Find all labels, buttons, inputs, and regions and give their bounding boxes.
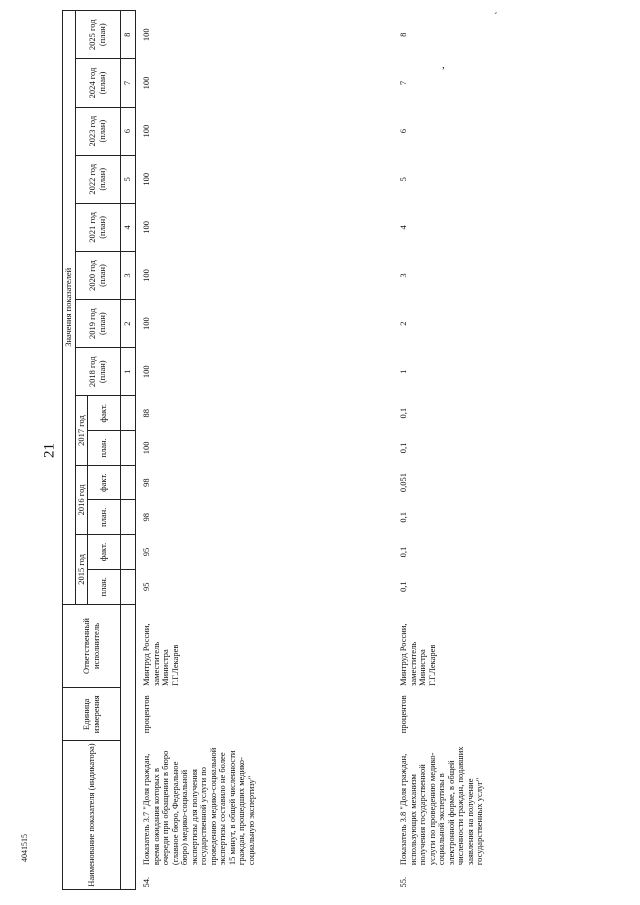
header-indicator-name: Наименование показателя (индикатора): [63, 741, 121, 890]
value-cell: 2: [398, 321, 409, 326]
value-cell: 100: [141, 28, 152, 42]
value-cell: 1: [398, 369, 409, 374]
table-row: [136, 11, 394, 890]
column-index: 6: [121, 107, 136, 155]
value-cell: 8: [398, 32, 409, 37]
value-cell: 88: [141, 408, 152, 418]
column-index: 5: [121, 155, 136, 203]
header-plan-year: 2022 год (план): [75, 155, 121, 203]
responsible-cell: Минтруд России, заместитель Министра Г.Г.Лекарев: [141, 623, 180, 686]
header-plan-year: 2020 год (план): [75, 251, 121, 299]
value-cell: 98: [141, 478, 152, 487]
value-cell: 100: [141, 172, 152, 186]
value-cell: 0,1: [398, 511, 409, 523]
value-cell: 95: [141, 547, 152, 557]
scan-mark: ˊ: [494, 11, 498, 23]
header-plan-year: 2025 год (план): [75, 11, 121, 59]
header-plan-year: 2021 год (план): [75, 203, 121, 251]
row-number: 54.: [141, 876, 152, 888]
value-cell: 6: [398, 129, 409, 134]
unit-cell: процентов: [398, 695, 409, 734]
table-row: [393, 11, 640, 890]
rotated-table-area: [62, 10, 618, 890]
header-fact: факт.: [88, 396, 121, 431]
header-plan: план.: [88, 500, 121, 535]
value-cell: 100: [141, 317, 152, 331]
scan-mark: ,: [442, 59, 445, 71]
header-plan-year: 2019 год (план): [75, 300, 121, 348]
value-cell: 98: [141, 513, 152, 522]
value-cell: 100: [141, 76, 152, 90]
header-plan: план.: [88, 569, 121, 604]
column-index: 8: [121, 11, 136, 59]
header-year-2015: 2015 год: [75, 535, 88, 604]
value-cell: 100: [141, 269, 152, 282]
value-cell: 3: [398, 273, 409, 278]
column-index: 3: [121, 251, 136, 299]
value-cell: 7: [398, 80, 409, 86]
value-cell: 0,051: [398, 473, 409, 493]
header-plan-year: 2018 год (план): [75, 348, 121, 396]
document-code: 4041515: [20, 834, 29, 862]
header-year-2017: 2017 год: [75, 396, 88, 465]
value-cell: 95: [141, 582, 152, 591]
value-cell: 0,1: [398, 442, 409, 454]
column-index: 2: [121, 300, 136, 348]
header-plan: план.: [88, 431, 121, 466]
column-index-row: [121, 11, 136, 890]
indicator-name: Показатель 3.7 "Доля граждан, время ожидания которых в очереди при обращении в бюро (главное бюро, Федеральное бюро) медико-социальной экспертизы для получения государственной услуги по проведению медико-социальной экспертизы составило не более 15 минут, в общей численности граждан, прошедших медико-социальную экспертизу": [141, 747, 256, 866]
value-cell: 100: [141, 124, 152, 138]
column-index: 4: [121, 203, 136, 251]
value-cell: 0,1: [398, 546, 409, 558]
value-cell: 5: [398, 177, 409, 182]
header-unit: Единица измерения: [63, 688, 121, 741]
column-index: 7: [121, 59, 136, 107]
responsible-cell: Минтруд России, заместитель Министра Г.Г.Лекарев: [398, 623, 437, 686]
header-responsible: Ответственный исполнитель: [63, 604, 121, 688]
header-plan-year: 2024 год (план): [75, 59, 121, 107]
value-cell: 100: [141, 221, 152, 234]
value-cell: 0,1: [398, 407, 409, 419]
indicator-name: Показатель 3.8 "Доля граждан, использующих механизм получения государственной услуги по проведению медико-социальной экспертизы в электронной форме, в общей численности граждан, подавших заявления на получение государственных услуг": [398, 746, 485, 866]
header-values-group: Значения показателей: [63, 11, 76, 605]
header-plan-year: 2023 год (план): [75, 107, 121, 155]
value-cell: 4: [398, 225, 409, 230]
header-year-2016: 2016 год: [75, 465, 88, 534]
value-cell: 100: [141, 441, 152, 455]
column-index: 1: [121, 348, 136, 396]
unit-cell: процентов: [141, 695, 152, 734]
value-cell: 100: [141, 365, 152, 379]
indicators-table: [62, 10, 640, 890]
row-number: 55.: [398, 876, 409, 888]
value-cell: 0,1: [398, 581, 409, 593]
header-fact: факт.: [88, 535, 121, 570]
header-fact: факт.: [88, 465, 121, 500]
page-number: 21: [41, 443, 58, 458]
